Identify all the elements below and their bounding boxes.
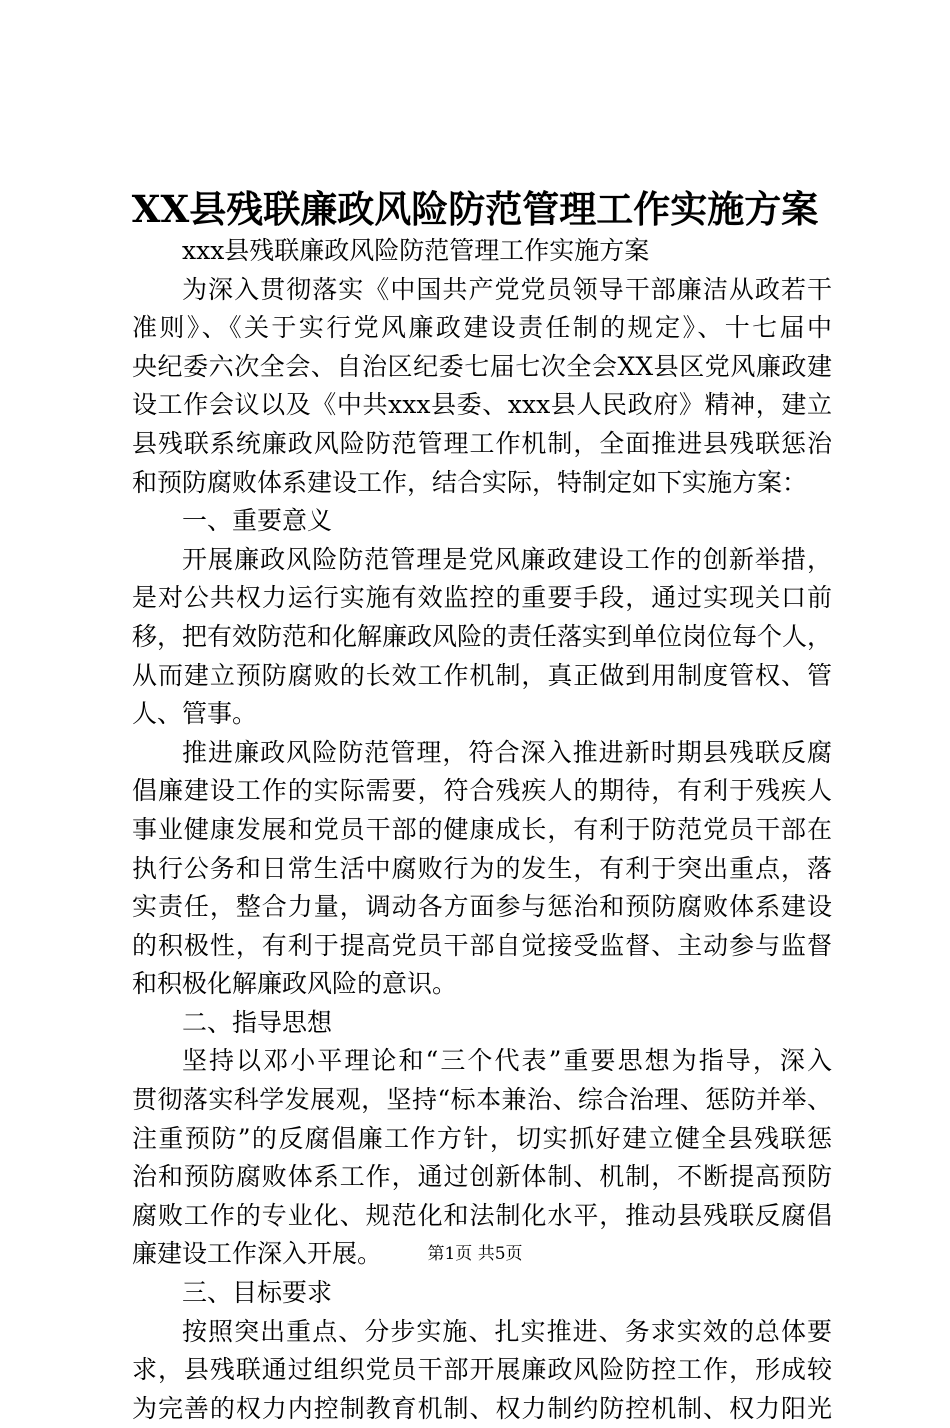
- body-line: 准则》、《关于实行党风廉政建设责任制的规定》、十七届中: [132, 313, 832, 343]
- body-line: 倡廉建设工作的实际需要，符合残疾人的期待，有利于残疾人: [132, 776, 832, 806]
- body-line: 人、管事。: [132, 699, 258, 729]
- page-footer: 第1页 共5页: [427, 1244, 523, 1264]
- body-line: 的积极性，有利于提高党员干部自觉接受监督、主动参与监督: [132, 930, 832, 960]
- body-line: 为深入贯彻落实《中国共产党党员领导干部廉洁从政若干: [182, 274, 832, 304]
- body-line: 从而建立预防腐败的长效工作机制，真正做到用制度管权、管: [132, 660, 832, 690]
- document-title: XX县残联廉政风险防范管理工作实施方案: [131, 187, 819, 231]
- body-line: 推进廉政风险防范管理，符合深入推进新时期县残联反腐: [182, 737, 832, 767]
- body-line: 移，把有效防范和化解廉政风险的责任落实到单位岗位每个人，: [132, 621, 833, 651]
- body-line: 县残联系统廉政风险防范管理工作机制，全面推进县残联惩治: [132, 428, 832, 458]
- body-line: 治和预防腐败体系工作，通过创新体制、机制，不断提高预防: [132, 1162, 832, 1192]
- body-line: 事业健康发展和党员干部的健康成长，有利于防范党员干部在: [132, 814, 832, 844]
- body-line: 求，县残联通过组织党员干部开展廉政风险防控工作，形成较: [132, 1355, 832, 1385]
- body-line: 腐败工作的专业化、规范化和法制化水平，推动县残联反腐倡: [132, 1200, 832, 1230]
- body-line: 开展廉政风险防范管理是党风廉政建设工作的创新举措，: [182, 544, 832, 574]
- body-line: 坚持以邓小平理论和“三个代表”重要思想为指导，深入: [182, 1046, 832, 1076]
- body-line: 设工作会议以及《中共xxx县委、xxx县人民政府》精神，建立: [132, 390, 832, 420]
- body-line: 一、重要意义: [182, 506, 333, 536]
- body-line: 为完善的权力内控制教育机制、权力制约防控机制、权力阳光: [132, 1393, 832, 1423]
- body-line: 和积极化解廉政风险的意识。: [132, 969, 458, 999]
- body-line: 贯彻落实科学发展观，坚持“标本兼治、综合治理、惩防并举、: [132, 1085, 832, 1115]
- body-line: 央纪委六次全会、自治区纪委七届七次全会XX县区党风廉政建: [132, 351, 832, 381]
- body-line: 是对公共权力运行实施有效监控的重要手段，通过实现关口前: [132, 583, 832, 613]
- body-line: 执行公务和日常生活中腐败行为的发生，有利于突出重点，落: [132, 853, 832, 883]
- body-line: 三、目标要求: [182, 1278, 333, 1308]
- body-line: 二、指导思想: [182, 1007, 333, 1037]
- body-line: 按照突出重点、分步实施、扎实推进、务求实效的总体要: [182, 1316, 832, 1346]
- body-line: 和预防腐败体系建设工作，结合实际，特制定如下实施方案：: [132, 467, 808, 497]
- body-line: 实责任，整合力量，调动各方面参与惩治和预防腐败体系建设: [132, 892, 832, 922]
- body-line: 注重预防”的反腐倡廉工作方针，切实抓好建立健全县残联惩: [132, 1123, 832, 1153]
- body-line: 廉建设工作深入开展。: [132, 1239, 383, 1269]
- body-line: xxx县残联廉政风险防范管理工作实施方案: [182, 236, 650, 265]
